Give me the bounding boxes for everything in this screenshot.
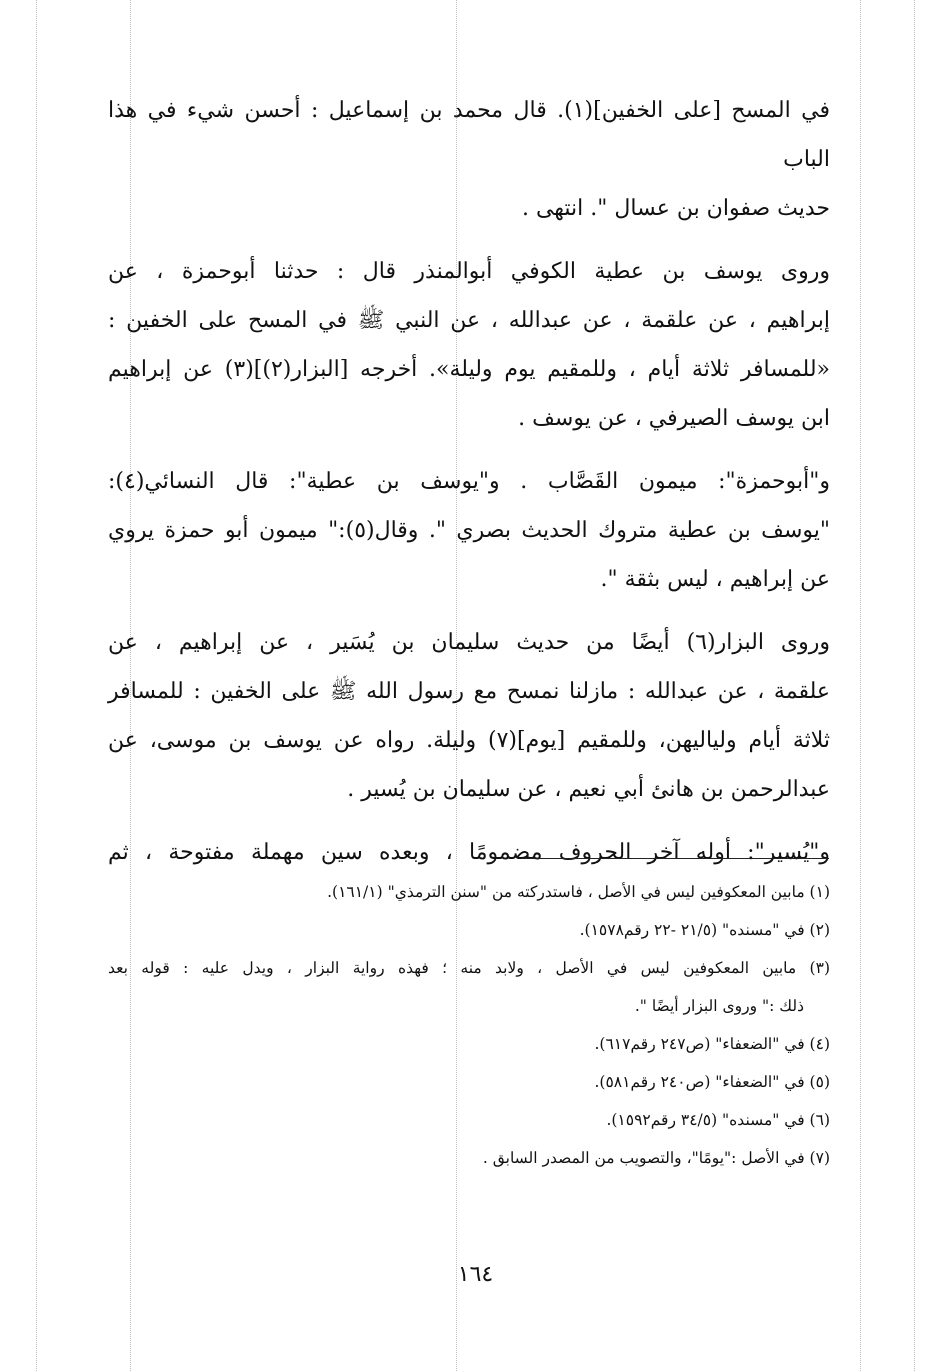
text-line: عن إبراهيم ، ليس بثقة ". (600, 567, 830, 592)
text-line: وروى البزار(٦) أيضًا من حديث سليمان بن يُسَير ، عن إبراهيم ، عن (108, 630, 831, 655)
text-line: إبراهيم ، عن علقمة ، عن عبدالله ، عن النبي ﷺ في المسح على الخفين : (108, 308, 830, 333)
main-text (108, 86, 830, 877)
paragraph-1 (108, 86, 830, 233)
margin-guide-right-1 (860, 0, 861, 1371)
footnote-separator (523, 858, 829, 859)
footnote-6: (٦) في "مسنده" (٣٤/٥ رقم١٥٩٢). (606, 1111, 830, 1129)
paragraph-5 (108, 828, 830, 877)
footnote-3: (٣) مابين المعكوفين ليس في الأصل ، ولابد منه ؛ فهذه رواية البزار ، ويدل عليه : قوله بعد (108, 959, 830, 977)
text-line: حديث صفوان بن عسال ". انتهى . (521, 196, 830, 221)
footnote-5: (٥) في "الضعفاء" (ص٢٤٠ رقم٥٨١). (594, 1073, 830, 1091)
text-line: علقمة ، عن عبدالله : مازلنا نمسح مع رسول الله ﷺ على الخفين : للمسافر (108, 679, 830, 704)
text-line: عبدالرحمن بن هانئ أبي نعيم ، عن سليمان بن يُسير . (347, 777, 830, 802)
footnotes (108, 873, 830, 1177)
paragraph-2 (108, 247, 830, 443)
paragraph-4 (108, 618, 830, 814)
text-line: وروى يوسف بن عطية الكوفي أبوالمنذر قال : حدثنا أبوحمزة ، عن (108, 259, 830, 284)
text-line: ثلاثة أيام ولياليهن، وللمقيم [يوم](٧) وليلة. رواه عن يوسف بن موسى، عن (108, 728, 831, 753)
footnote-3-continued: ذلك :" وروى البزار أيضًا ". (634, 997, 804, 1015)
footnote-2: (٢) في "مسنده" (٢١/٥ -٢٢ رقم١٥٧٨). (579, 921, 830, 939)
footnote-4: (٤) في "الضعفاء" (ص٢٤٧ رقم٦١٧). (594, 1035, 830, 1053)
text-line: و"يُسير": أوله آخر الحروف مضمومًا ، وبعده سين مهملة مفتوحة ، ثم (108, 840, 830, 865)
text-line: في المسح [على الخفين](١). قال محمد بن إسماعيل : أحسن شيء في هذا الباب (108, 98, 830, 172)
text-line: و"أبوحمزة": ميمون القَصَّاب . و"يوسف بن عطية": قال النسائي(٤): (108, 469, 830, 494)
footnote-1: (١) مابين المعكوفين ليس في الأصل ، فاستدركته من "سنن الترمذي" (١٦١/١). (327, 883, 830, 901)
margin-guide-left-1 (36, 0, 37, 1371)
footnote-7: (٧) في الأصل :"يومًا"، والتصويب من المصدر السابق . (482, 1149, 830, 1167)
text-line: «للمسافر ثلاثة أيام ، وللمقيم يوم وليلة». أخرجه [البزار(٢)](٣) عن إبراهيم (108, 357, 831, 382)
paragraph-3 (108, 457, 830, 604)
text-line: "يوسف بن عطية متروك الحديث بصري ". وقال(٥):" ميمون أبو حمزة يروي (108, 518, 830, 543)
margin-guide-right-2 (914, 0, 915, 1371)
page-number: ١٦٤ (457, 1262, 494, 1287)
text-line: ابن يوسف الصيرفي ، عن يوسف . (518, 406, 830, 431)
